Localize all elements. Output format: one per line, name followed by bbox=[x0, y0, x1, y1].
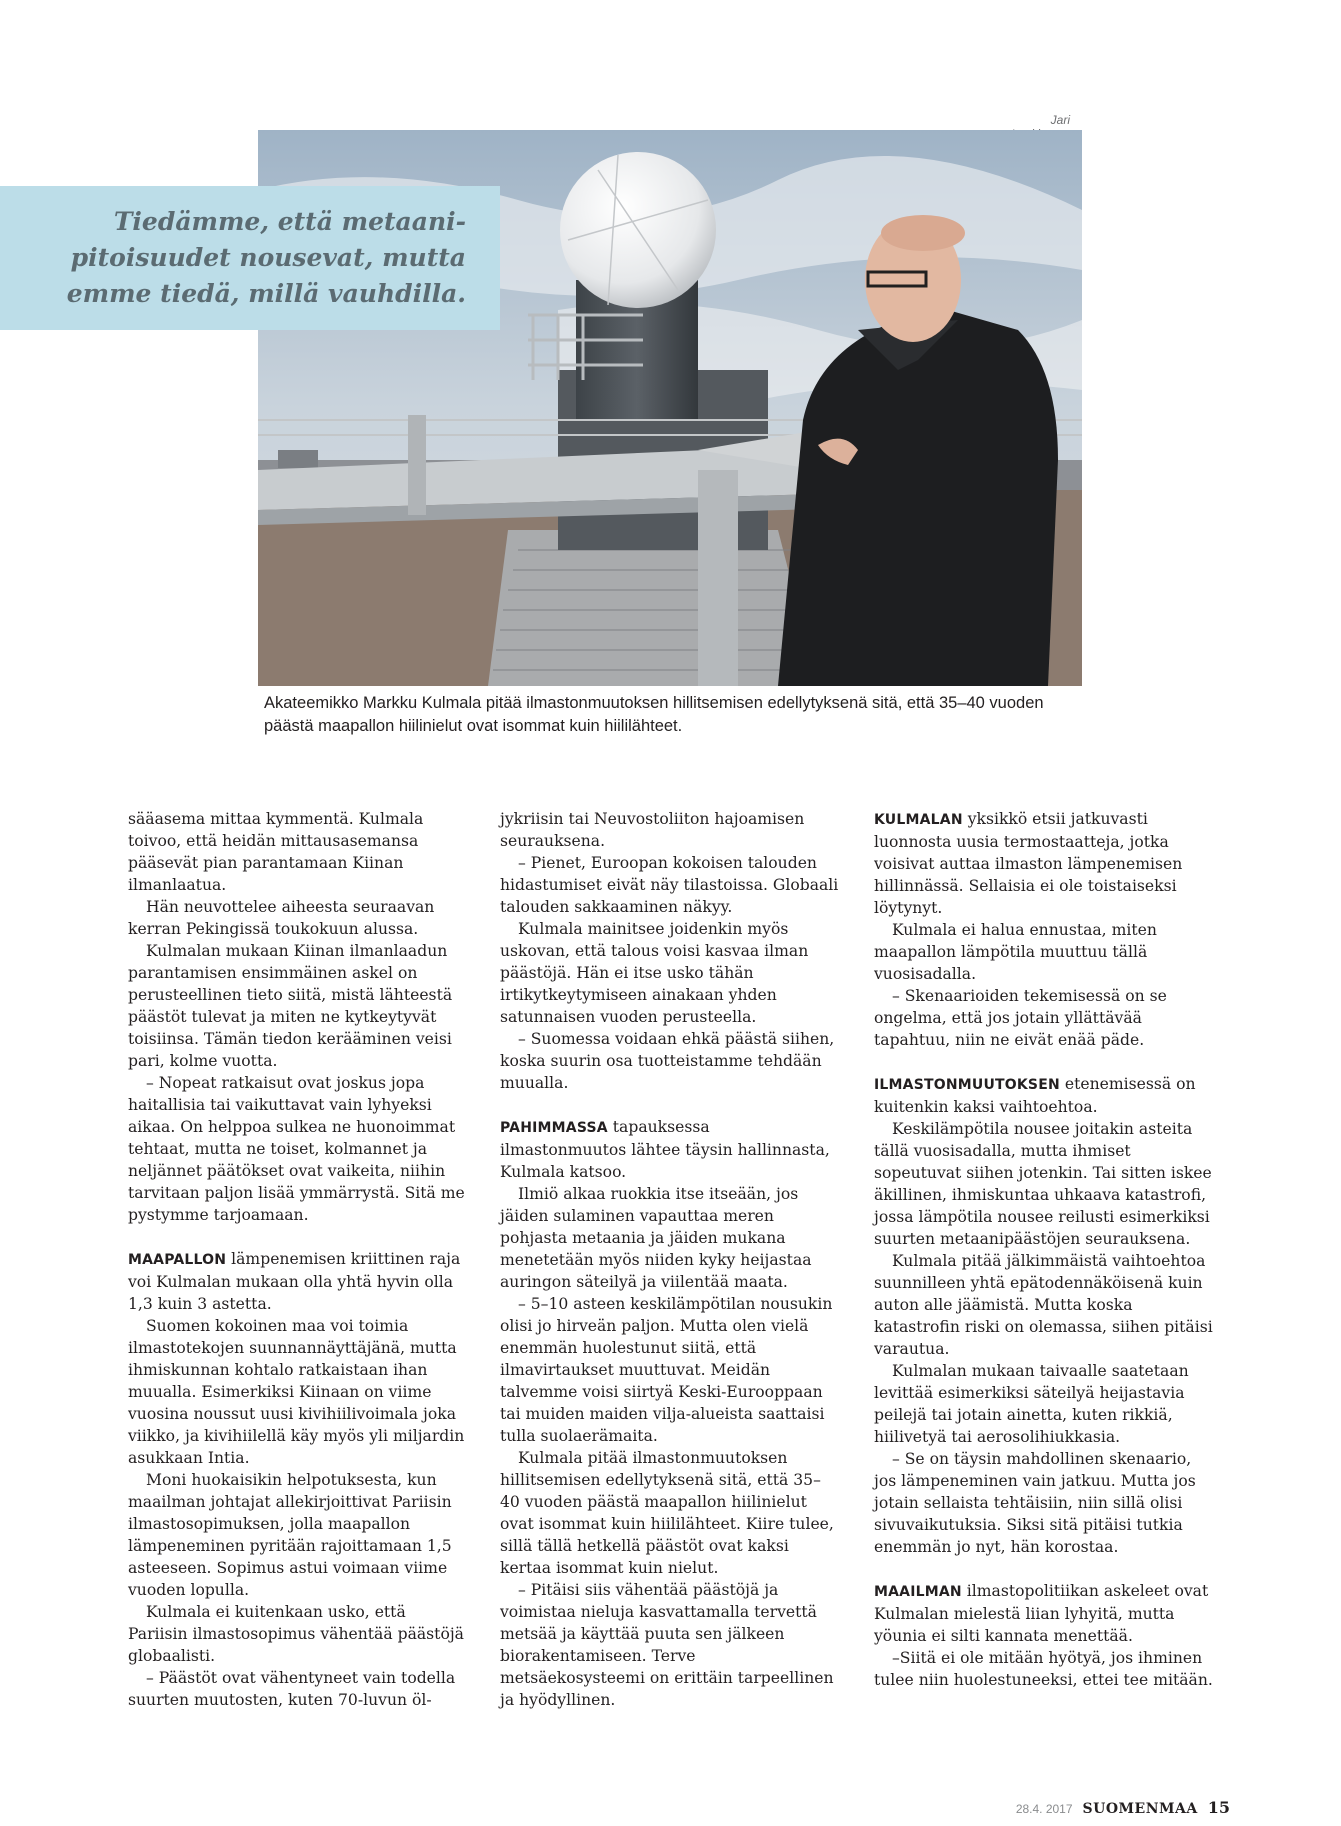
article-paragraph bbox=[128, 1601, 468, 1667]
paragraph-text: Kulmalan mukaan taivaalle saatetaan levittää esimerkiksi säteilyä heijastavia peilejä tai jotain ainetta, kuten rikkiä, hiilivetyä tai aerosolihiukkasia. bbox=[874, 1362, 1189, 1446]
article-paragraph bbox=[500, 808, 840, 852]
paragraph-text: – 5–10 asteen keskilämpötilan nousukin olisi jo hirveän paljon. Mutta olen vielä enemmän huolestunut siitä, että ilmavirtaukset muuttuvat. Meidän talvemme voisi siirtyä Keski-Eurooppaan tai muiden maiden vilja-alueista saattaisi tulla suolaerämaita. bbox=[500, 1295, 833, 1445]
article-paragraph bbox=[500, 1293, 840, 1447]
article-paragraph bbox=[128, 1248, 468, 1315]
paragraph-text: Kulmalan mukaan Kiinan ilmanlaadun parantamisen ensimmäinen askel on perusteellinen tieto siitä, mistä lähteestä päästöt tulevat ja miten ne kytkeytyvät toisiinsa. Tämän tiedon kerääminen veisi pari, kolme vuotta. bbox=[128, 942, 453, 1070]
pull-quote bbox=[0, 186, 500, 330]
section-lead-word: ILMASTONMUUTOKSEN bbox=[874, 1077, 1060, 1093]
paragraph-text: Kulmala ei halua ennustaa, miten maapallon lämpötila muuttuu tällä vuosisadalla. bbox=[874, 921, 1157, 983]
paragraph-text: – Se on täysin mahdollinen skenaario, jos lämpeneminen vain jatkuu. Mutta jos jotain sellaista tehtäisiin, niin sillä olisi sivuvaikutuksia. Siksi sitä pitäisi tutkia enemmän jo nyt, hän korostaa. bbox=[874, 1450, 1196, 1556]
photo-caption: Akateemikko Markku Kulmala pitää ilmastonmuutoksen hillitsemisen edellytyksenä sitä, että 35–40 vuoden päästä maapallon hiilinielut ovat isommat kuin hiililähteet. bbox=[264, 694, 1044, 735]
article-paragraph bbox=[500, 1183, 840, 1293]
article-column-3 bbox=[874, 808, 1214, 1691]
issue-date: 28.4. 2017 bbox=[1015, 1802, 1073, 1816]
paragraph-text: Kulmala ei kuitenkaan usko, että Pariisin ilmastosopimus vähentää päästöjä globaalisti. bbox=[128, 1603, 464, 1665]
article-paragraph bbox=[874, 1250, 1214, 1360]
article-paragraph bbox=[874, 1580, 1214, 1647]
article-paragraph bbox=[874, 1360, 1214, 1448]
paragraph-text: Kulmala mainitsee joidenkin myös uskovan, että talous voisi kasvaa ilman päästöjä. Hän ei itse usko tähän irtikytkeytymiseen ainakaan yhden satunnaisen vuoden perusteella. bbox=[500, 920, 809, 1026]
article-paragraph bbox=[874, 1118, 1214, 1250]
paragraph-text: sääasema mittaa kymmentä. Kulmala toivoo, että heidän mittausasemansa pääsevät pian parantamaan Kiinan ilmanlaatua. bbox=[128, 810, 424, 894]
paragraph-text: – Päästöt ovat vähentyneet vain todella suurten muutosten, kuten 70-luvun öl- bbox=[128, 1669, 456, 1709]
article-column-1 bbox=[128, 808, 468, 1711]
paragraph-text: – Pienet, Euroopan kokoisen talouden hidastumiset eivät näy tilastoissa. Globaali talouden sakkaaminen näkyy. bbox=[500, 854, 839, 916]
article-paragraph bbox=[874, 808, 1214, 919]
article-paragraph bbox=[874, 1448, 1214, 1558]
paragraph-text: jykriisin tai Neuvostoliiton hajoamisen seurauksena. bbox=[500, 810, 805, 850]
section-lead-word: PAHIMMASSA bbox=[500, 1120, 608, 1136]
article-column-2 bbox=[500, 808, 840, 1711]
paragraph-text: Kulmala pitää ilmastonmuutoksen hillitsemisen edellytyksenä sitä, että 35–40 vuoden päästä maapallon hiilinielut ovat isommat kuin hiililähteet. Kiire tulee, sillä tällä hetkellä päästöt ovat kaksi kertaa isommat kuin nielut. bbox=[500, 1449, 834, 1577]
pull-quote-line: Tiedämme, että metaani- bbox=[113, 207, 466, 236]
article-paragraph bbox=[128, 1667, 468, 1711]
section-lead-word: MAAILMAN bbox=[874, 1584, 962, 1600]
article-paragraph bbox=[128, 808, 468, 896]
article-paragraph bbox=[874, 1073, 1214, 1118]
article-paragraph bbox=[128, 896, 468, 940]
photo-credit: Jari bbox=[1050, 113, 1070, 127]
paragraph-text: – Pitäisi siis vähentää päästöjä ja voimistaa nieluja kasvattamalla tervettä metsää ja käyttää puuta sen jälkeen biorakentamiseen. Terve metsäekosysteemi on erittäin tarpeellinen ja hyödyllinen. bbox=[500, 1581, 834, 1709]
article-paragraph bbox=[500, 1116, 840, 1183]
paragraph-text: – Nopeat ratkaisut ovat joskus jopa haitallisia tai vaikuttavat vain lyhyeksi aikaa. On helppoa sulkea ne huonoimmat tehtaat, mutta ne toiset, kolmannet ja neljännet päätökset ovat vaikeita, niihin tarvitaan paljon lisää ymmärrystä. Sitä me pystymme tarjoamaan. bbox=[128, 1074, 465, 1224]
article-paragraph bbox=[874, 1647, 1214, 1691]
paragraph-text: lämpenemisen kriittinen raja voi Kulmalan mukaan olla yhtä hyvin olla 1,3 kuin 3 astetta. bbox=[128, 1250, 461, 1313]
paragraph-text: tapauksessa ilmastonmuutos lähtee täysin hallinnasta, Kulmala katsoo. bbox=[500, 1118, 830, 1181]
article-paragraph bbox=[128, 1469, 468, 1601]
section-lead-word: MAAPALLON bbox=[128, 1252, 227, 1268]
paragraph-text: Kulmala pitää jälkimmäistä vaihtoehtoa suunnilleen yhtä epätodennäköisenä kuin auton alle jäämistä. Mutta koska katastrofin riski on olemassa, siihen pitäisi varautua. bbox=[874, 1252, 1213, 1358]
article-paragraph bbox=[500, 918, 840, 1028]
paragraph-text: Suomen kokoinen maa voi toimia ilmastotekojen suunnannäyttäjänä, mutta ihmiskunnan kohtalo ratkaistaan ihan muualla. Esimerkiksi Kiinaan on viime vuosina noussut uusi kivihiilivoimala joka viikko, ja kivihiilellä käy myös yli miljardin asukkaan Intia. bbox=[128, 1317, 465, 1467]
publication-name: SUOMENMAA bbox=[1082, 1801, 1198, 1817]
article-paragraph bbox=[128, 1072, 468, 1226]
paragraph-text: Moni huokaisikin helpotuksesta, kun maailman johtajat allekirjoittivat Pariisin ilmastosopimuksen, jolla maapallon lämpeneminen pyritään rajoittamaan 1,5 asteeseen. Sopimus astui voimaan viime vuoden lopulla. bbox=[128, 1471, 452, 1599]
article-paragraph bbox=[500, 1028, 840, 1094]
paragraph-text: – Suomessa voidaan ehkä päästä siihen, koska suurin osa tuotteistamme tehdään muualla. bbox=[500, 1030, 835, 1092]
page-footer bbox=[900, 1798, 1230, 1817]
paragraph-text: Keskilämpötila nousee joitakin asteita tällä vuosisadalla, mutta ihmiset sopeutuvat siihen jotenkin. Tai sitten iskee äkillinen, ihmiskuntaa uhkaava katastrofi, jossa lämpötila nousee reilusti esimerkiksi suurten metaanipäästöjen seurauksena. bbox=[874, 1120, 1212, 1248]
article-paragraph bbox=[874, 919, 1214, 985]
pull-quote-line: pitoisuudet nousevat, mutta bbox=[70, 243, 466, 272]
article-paragraph bbox=[128, 1315, 468, 1469]
article-paragraph bbox=[500, 1579, 840, 1711]
section-lead-word: KULMALAN bbox=[874, 812, 963, 828]
page-number: 15 bbox=[1207, 1798, 1230, 1817]
article-paragraph bbox=[500, 1447, 840, 1579]
paragraph-text: Ilmiö alkaa ruokkia itse itseään, jos jäiden sulaminen vapauttaa meren pohjasta metaania ja jäiden mukana menetetään myös niiden kyky heijastaa auringon säteilyä ja viilentää maata. bbox=[500, 1185, 812, 1291]
paragraph-text: Hän neuvottelee aiheesta seuraavan kerran Pekingissä toukokuun alussa. bbox=[128, 898, 435, 938]
paragraph-text: yksikkö etsii jatkuvasti luonnosta uusia termostaatteja, jotka voisivat auttaa ilmaston lämpenemisen hillinnässä. Sellaisia ei ole toistaiseksi löytynyt. bbox=[874, 810, 1183, 917]
paragraph-text: ilmastopolitiikan askeleet ovat Kulmalan mielestä liian lyhyitä, mutta yöunia ei silti kannata menettää. bbox=[874, 1582, 1209, 1645]
pull-quote-line: emme tiedä, millä vauhdilla. bbox=[66, 279, 466, 308]
article-paragraph bbox=[128, 940, 468, 1072]
paragraph-text: – Skenaarioiden tekemisessä on se ongelma, että jos jotain yllättävää tapahtuu, niin ne eivät enää päde. bbox=[874, 987, 1167, 1049]
paragraph-text: etenemisessä on kuitenkin kaksi vaihtoehtoa. bbox=[874, 1075, 1196, 1116]
article-paragraph bbox=[500, 852, 840, 918]
paragraph-text: –Siitä ei ole mitään hyötyä, jos ihminen tulee niin huolestuneeksi, ettei tee mitään. bbox=[874, 1649, 1213, 1689]
article-paragraph bbox=[874, 985, 1214, 1051]
